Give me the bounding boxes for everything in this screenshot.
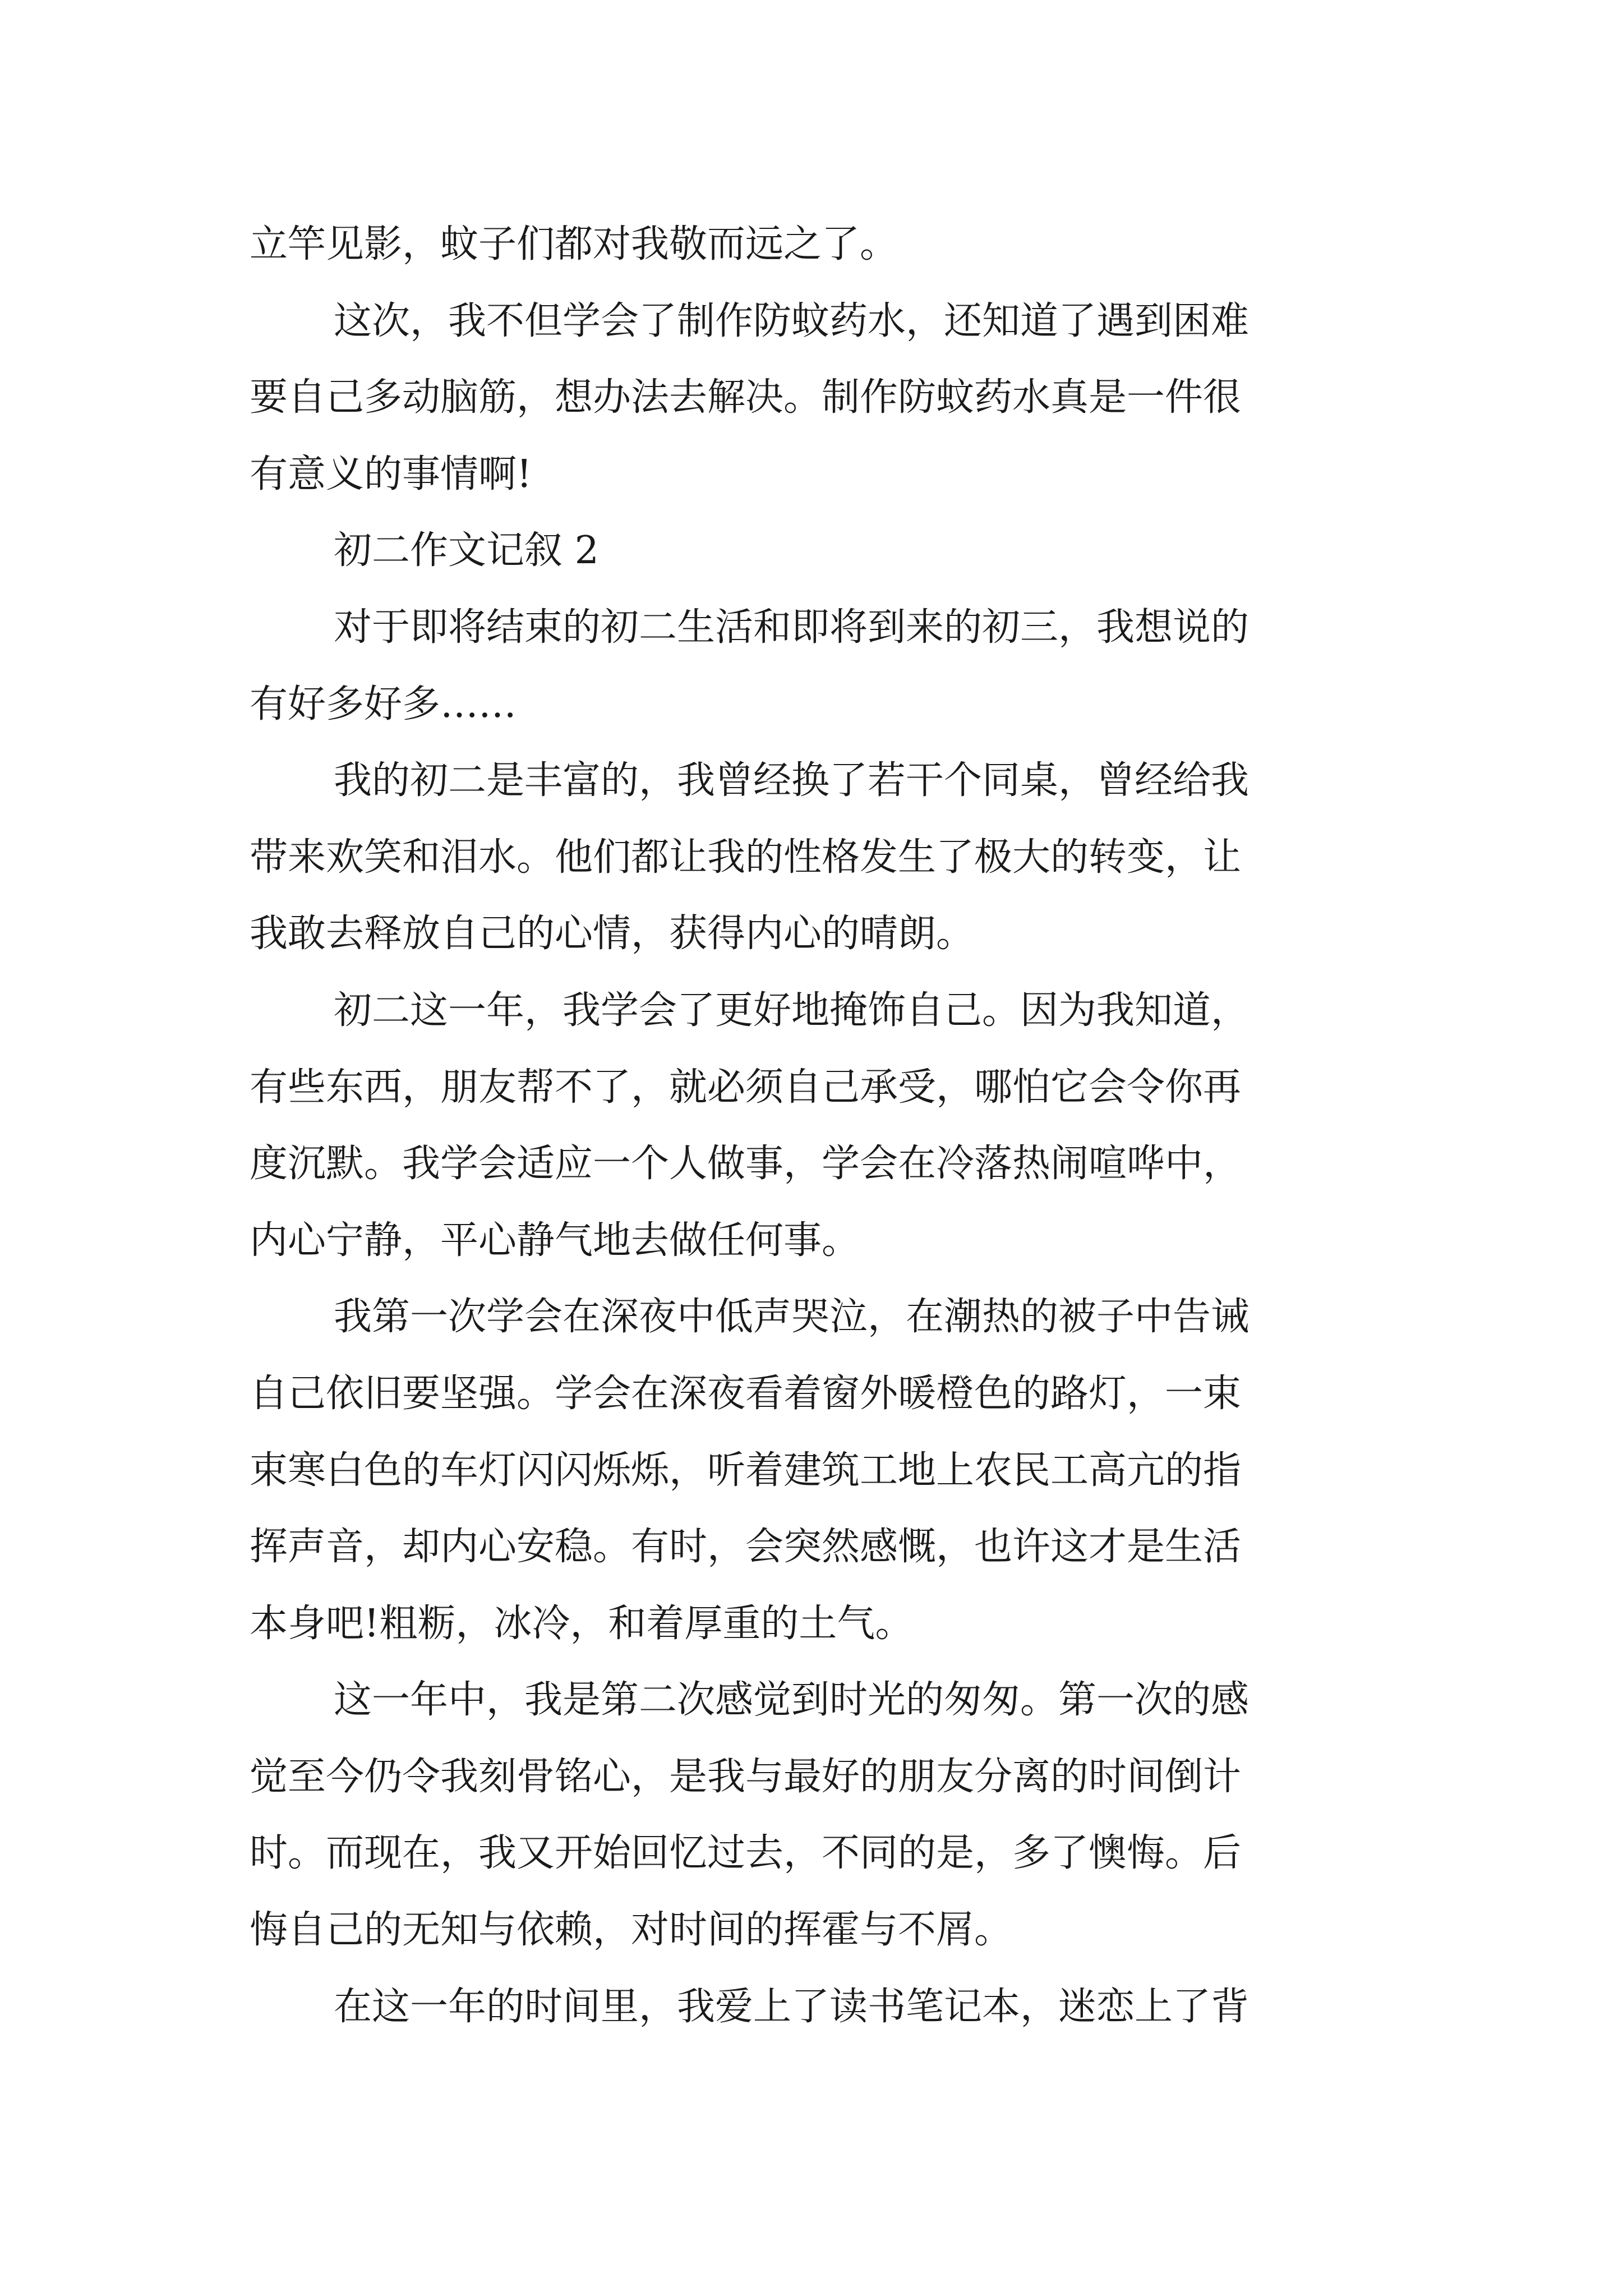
text-line: 有意义的事情啊!	[250, 452, 532, 496]
text-line: 本身吧!粗粝，冰冷，和着厚重的土气。	[250, 1601, 914, 1646]
text-line: 我敢去释放自己的心情，获得内心的晴朗。	[250, 912, 975, 956]
text-line: 有些东西，朋友帮不了，就必须自己承受，哪怕它会令你再	[250, 1065, 1242, 1110]
text-line: 度沉默。我学会适应一个人做事，学会在冷落热闹喧哗中，	[250, 1142, 1242, 1186]
text-line: 要自己多动脑筋，想办法去解决。制作防蚊药水真是一件很	[250, 375, 1242, 420]
text-line: 这次，我不但学会了制作防蚊药水，还知道了遇到困难	[334, 298, 1249, 343]
text-line: 挥声音，却内心安稳。有时，会突然感慨，也许这才是生活	[250, 1525, 1242, 1570]
document-body	[250, 206, 1388, 2045]
text-line: 时。而现在，我又开始回忆过去，不同的是，多了懊悔。后	[250, 1831, 1242, 1876]
text-line: 我第一次学会在深夜中低声哭泣，在潮热的被子中告诫	[334, 1295, 1249, 1340]
section-heading: 初二作文记叙 2	[334, 528, 599, 573]
text-line: 悔自己的无知与依赖，对时间的挥霍与不屑。	[250, 1908, 1013, 1953]
text-line: 有好多好多……	[250, 682, 517, 726]
text-line: 初二这一年，我学会了更好地掩饰自己。因为我知道，	[334, 988, 1249, 1033]
text-line: 内心宁静，平心静气地去做任何事。	[250, 1218, 860, 1263]
text-line: 带来欢笑和泪水。他们都让我的性格发生了极大的转变，让	[250, 835, 1242, 880]
text-line: 自己依旧要坚强。学会在深夜看着窗外暖橙色的路灯，一束	[250, 1371, 1242, 1416]
text-line: 束寒白色的车灯闪闪烁烁，听着建筑工地上农民工高亢的指	[250, 1448, 1242, 1493]
text-line: 我的初二是丰富的，我曾经换了若干个同桌，曾经给我	[334, 758, 1249, 803]
text-line: 对于即将结束的初二生活和即将到来的初三，我想说的	[334, 605, 1249, 650]
text-line: 立竿见影，蚊子们都对我敬而远之了。	[250, 222, 898, 266]
text-line: 在这一年的时间里，我爱上了读书笔记本，迷恋上了背	[334, 1984, 1249, 2029]
text-line: 觉至今仍令我刻骨铭心，是我与最好的朋友分离的时间倒计	[250, 1754, 1242, 1799]
text-line: 这一年中，我是第二次感觉到时光的匆匆。第一次的感	[334, 1678, 1249, 1723]
